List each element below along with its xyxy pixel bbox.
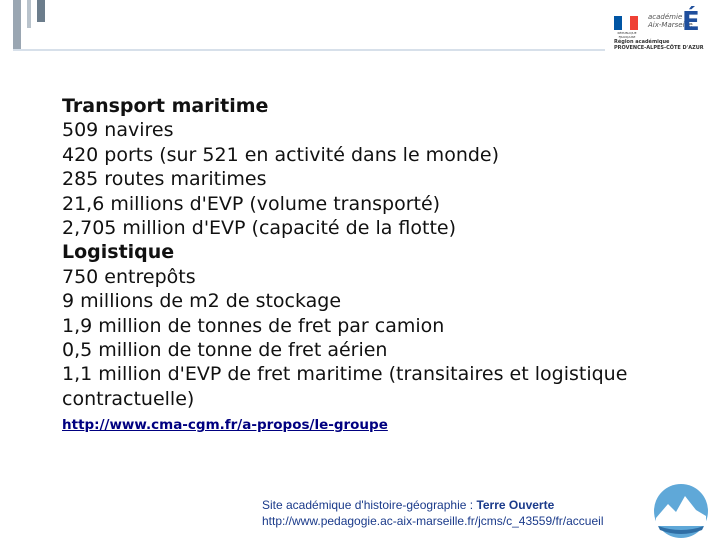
source-link[interactable]: http://www.cma-cgm.fr/a-propos/le-groupe bbox=[62, 417, 388, 434]
list-item: 1,9 million de tonnes de fret par camion bbox=[62, 314, 445, 337]
footer bbox=[262, 497, 603, 529]
footer-site-name: Terre Ouverte bbox=[476, 498, 555, 512]
footer-site-line bbox=[262, 497, 603, 513]
list-item: 509 navires bbox=[62, 119, 174, 142]
list-item: 2,705 million d'EVP (capacité de la flotte) bbox=[62, 217, 456, 240]
list-item: 21,6 millions d'EVP (volume transporté) bbox=[62, 192, 441, 215]
header-divider bbox=[13, 49, 605, 51]
list-item: 285 routes maritimes bbox=[62, 168, 267, 191]
logo-republic-text: RÉPUBLIQUE FRANÇAISE bbox=[617, 31, 637, 39]
list-item: 750 entrepôts bbox=[62, 265, 196, 288]
section-heading: Logistique bbox=[62, 241, 175, 264]
content-text bbox=[62, 94, 702, 436]
content-list bbox=[62, 94, 702, 411]
list-item: 9 millions de m2 de stockage bbox=[62, 290, 342, 313]
section-heading: Transport maritime bbox=[62, 95, 269, 117]
terre-ouverte-logo-icon bbox=[652, 482, 710, 540]
list-item: 0,5 million de tonne de fret aérien bbox=[62, 339, 388, 362]
logo-region-text bbox=[614, 39, 704, 51]
logo-e-letter: É bbox=[682, 7, 700, 37]
logo-region-line2: PROVENCE-ALPES-CÔTE D'AZUR bbox=[614, 45, 704, 51]
list-item: 1,1 million d'EVP de fret maritime (transitaires et logistique contractuelle) bbox=[62, 363, 628, 410]
french-flag-icon bbox=[614, 16, 638, 30]
logo-academy-line2: Aix-Marseille bbox=[648, 21, 693, 29]
decorative-bar bbox=[37, 0, 45, 22]
logo-academy-line1: académie bbox=[648, 13, 683, 21]
academy-logo bbox=[612, 6, 710, 52]
decorative-bar bbox=[13, 0, 21, 50]
logo-region-line1: Région académique bbox=[614, 39, 670, 45]
decorative-bar bbox=[27, 0, 31, 28]
footer-site-prefix: Site académique d'histoire-géographie : bbox=[262, 498, 477, 512]
list-item: 420 ports (sur 521 en activité dans le monde) bbox=[62, 143, 500, 166]
footer-url[interactable]: http://www.pedagogie.ac-aix-marseille.fr/jcms/c_43559/fr/accueil bbox=[262, 514, 604, 528]
